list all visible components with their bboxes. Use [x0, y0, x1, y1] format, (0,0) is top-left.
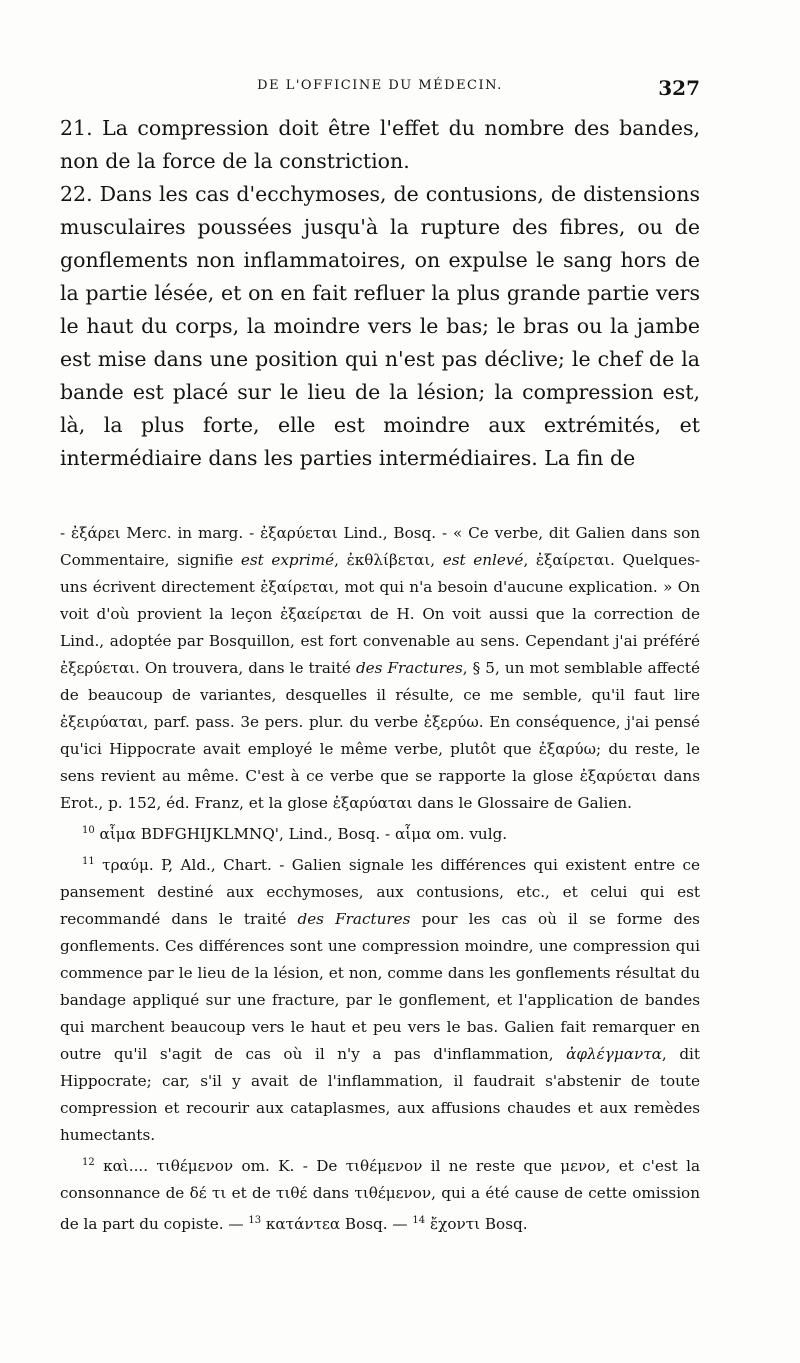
- footnote-9-italic-3: des Fractures: [355, 659, 463, 677]
- footnote-10: [60, 817, 700, 848]
- footnote-12-number: 12: [82, 1157, 95, 1169]
- footnote-9-part-e: , ἐξαίρεται. Quelques-uns écrivent directement ἐξαίρεται, mot qui n'a besoin d'aucune explication. » On voit d'où provient la leçon ἐξαείρεται de H. On voit aussi que la correction de Lind., adoptée par Bosquillon, est fort convenable au sens. Cependant j'ai préféré ἐξερύεται. On trouvera, dans le traité: [60, 551, 700, 677]
- footnote-10-number: 10: [82, 825, 95, 836]
- paragraph-22: 22. Dans les cas d'ecchymoses, de contusions, de distensions musculaires poussées jusqu'à la rupture des fibres, ou de gonflements non inflammatoires, on expulse le sang hors de la partie lésée, et on en fait refluer la plus grande partie vers le haut du corps, la moindre vers le bas; le bras ou la jambe est mise dans une position qui n'est pas déclive; le chef de la bande est placé sur le lieu de la lésion; la compression est, là, la plus forte, elle est moindre aux extrémités, et intermédiaire dans les parties intermédiaires. La fin de: [60, 182, 700, 470]
- footnote-11-part-c: pour les cas où il se forme des gonflements. Ces différences sont une compression moindre, une compression qui commence par le lieu de la lésion, et non, comme dans les gonflements résultat du bandage appliqué sur une fracture, par le gonflement, et l'application de bandes qui marchent beaucoup vers le haut et peu vers le bas. Galien fait remarquer en outre qu'il s'agit de cas où il n'y a pas d'inflammation,: [60, 910, 700, 1064]
- footnote-9-part-c: , ἐκθλίβεται,: [334, 551, 443, 569]
- footnote-11-part-e: , dit Hippocrate; car, s'il y avait de l'inflammation, il faudrait s'abstenir de toute compression et recourir aux cataplasmes, aux affusions chaudes et aux remèdes humectants.: [60, 1045, 700, 1145]
- footnote-11-part-a: τραύμ. P, Ald., Chart. - Galien signale les différences qui existent entre ce pansement destiné aux ecchymoses, aux contusions, etc., et celui qui est recommandé dans le traité: [60, 856, 700, 929]
- footnote-11: [60, 848, 700, 1149]
- footnote-11-number: 11: [82, 856, 95, 868]
- main-text: [60, 112, 700, 475]
- footnote-14-text: ἔχοντι Bosq.: [425, 1215, 528, 1234]
- footnote-10-text: αἷμα BDFGHIJKLMNQ', Lind., Bosq. - αἷμα om. vulg.: [94, 825, 508, 844]
- running-head: [60, 76, 700, 106]
- footnote-9: [60, 520, 700, 817]
- footnotes: [60, 520, 700, 1238]
- footnote-11-italic-1: des Fractures: [297, 910, 411, 929]
- footnote-12-text: καὶ.... τιθέμενον om. K. - De τιθέμενον il ne reste que μενον, et c'est la consonnance de δέ τι et de τιθέ dans τιθέμενον, qui a été cause de cette omission de la part du copiste. —: [60, 1157, 700, 1234]
- page-number: 327: [658, 76, 700, 100]
- footnote-12-14: [60, 1149, 700, 1238]
- footnote-14-number: 14: [412, 1215, 426, 1227]
- running-title: DE L'OFFICINE DU MÉDECIN.: [257, 78, 503, 93]
- footnote-9-part-g: , § 5, un mot semblable affecté de beaucoup de variantes, desquelles il résulte, ce me semble, qu'il faut lire ἐξειρύαται, parf. pass. 3e pers. plur. du verbe ἐξερύω. En conséquence, j'ai pensé qu'ici Hippocrate avait employé le même verbe, plutôt que ἐξαρύω; du reste, le sens revient au même. C'est à ce verbe que se rapporte la glose ἐξαρύεται dans Erot., p. 152, éd. Franz, et la glose ἐξαρύαται dans le Glossaire de Galien.: [60, 659, 700, 812]
- footnote-9-part-a: - ἐξάρει Merc. in marg. - ἐξαρύεται Lind., Bosq. - « Ce verbe, dit Galien dans son Commentaire, signifie: [60, 524, 700, 569]
- paragraph-21: 21. La compression doit être l'effet du nombre des bandes, non de la force de la constriction.: [60, 116, 700, 173]
- footnote-9-italic-2: est enlevé: [442, 551, 524, 569]
- footnote-11-italic-2: ἀφλέγμαντα: [566, 1045, 662, 1064]
- footnote-13-number: 13: [248, 1215, 262, 1227]
- footnote-13-text: κατάντεα Bosq. —: [261, 1215, 408, 1234]
- footnote-9-italic-1: est exprimé: [240, 551, 335, 569]
